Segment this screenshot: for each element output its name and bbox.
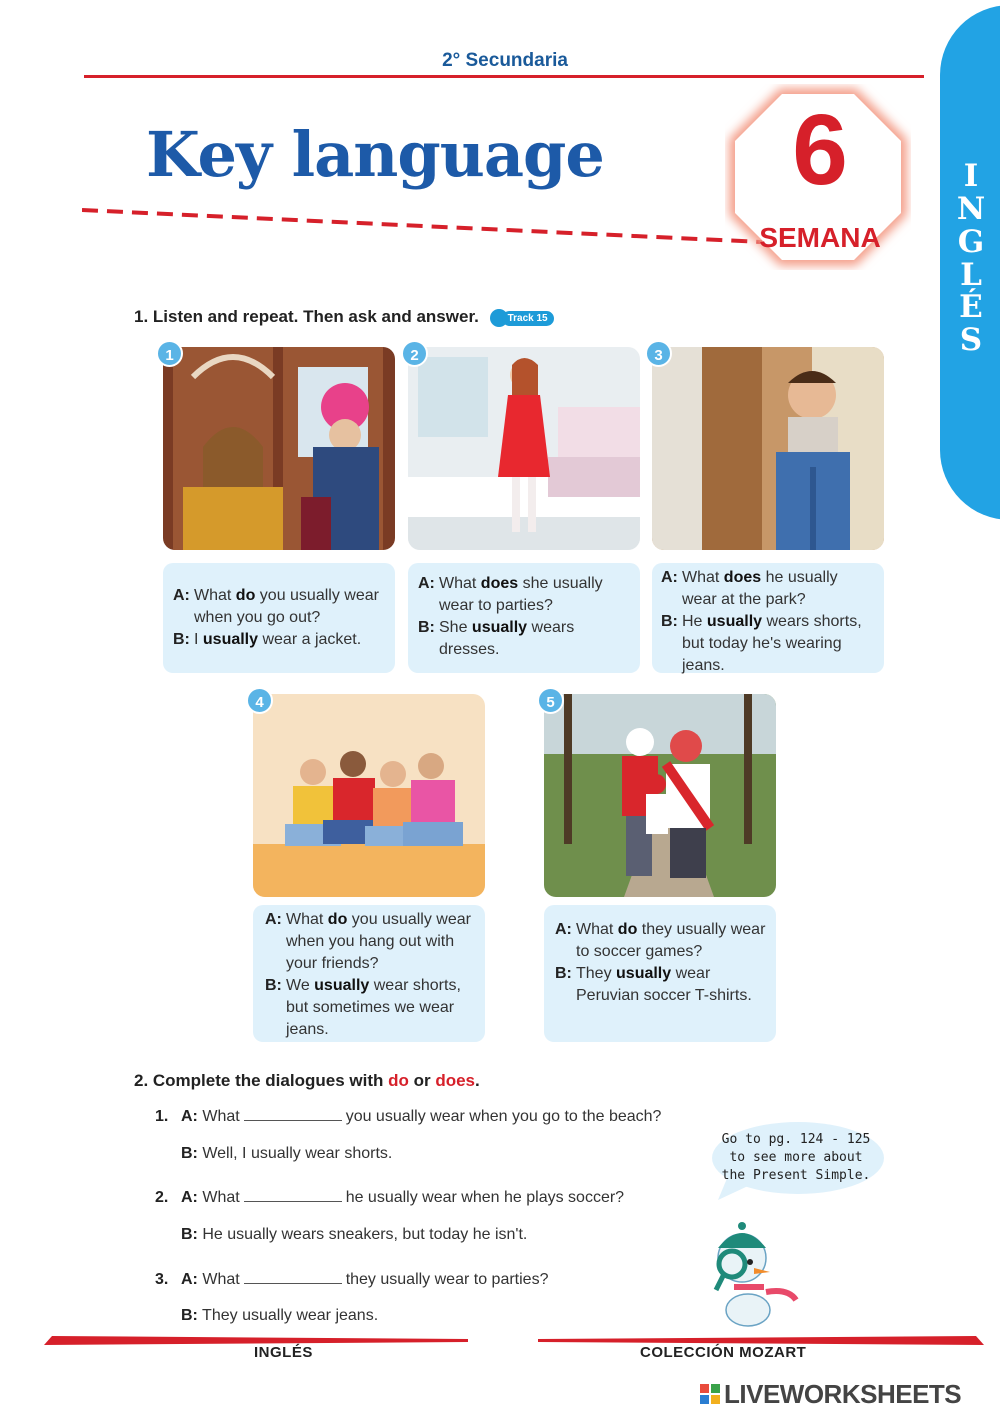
- item-number-badge: 1: [156, 340, 183, 367]
- tip-text: Go to pg. 124 - 125 to see more about the Present Simple.: [721, 1132, 871, 1183]
- top-rule: [84, 75, 924, 78]
- answer-blank-3[interactable]: [244, 1272, 342, 1284]
- exercise-1-question: 1. A: What you usually wear when you go to the beach?: [155, 1108, 662, 1125]
- word-does: does: [435, 1071, 476, 1090]
- audio-track-button[interactable]: [490, 308, 554, 328]
- dialog-line-b: They usually wear Peruvian soccer T-shirts.: [576, 965, 752, 1004]
- photo-4: [253, 694, 485, 897]
- watermark-text: LIVEWORKSHEETS: [724, 1378, 962, 1409]
- side-letter: I: [963, 158, 979, 194]
- snowman-detective-mascot-icon: [704, 1218, 804, 1328]
- dialog-box-4: [253, 905, 485, 1042]
- speaker-b: B:: [265, 977, 282, 994]
- dialog-box-3: [652, 563, 884, 673]
- dialog-line-b: We usually wear shorts, but sometimes we wear jeans.: [286, 977, 461, 1038]
- speaker-a: A:: [265, 911, 282, 928]
- side-letter: É: [959, 289, 983, 326]
- exercise-2-question: 2. A: What he usually wear when he plays soccer?: [155, 1189, 625, 1206]
- photo-5: [544, 694, 776, 897]
- speaker-b: B:: [173, 631, 190, 648]
- dialog-box-1: [163, 563, 395, 673]
- item-number-badge: 5: [537, 687, 564, 714]
- dialog-box-2: [408, 563, 640, 673]
- exercise-2-answer: B: He usually wears sneakers, but today he isn't.: [181, 1226, 528, 1243]
- speaker-b: B:: [661, 613, 678, 630]
- dialog-line-b: She usually wears dresses.: [439, 619, 575, 658]
- exercise-3-question: 3. A: What they usually wear to parties?: [155, 1271, 549, 1288]
- week-number: 6: [792, 94, 848, 206]
- dialog-line-a: What do they usually wear to soccer games?: [576, 921, 766, 960]
- side-letter: L: [960, 256, 982, 293]
- track-label: Track 15: [502, 311, 554, 326]
- item-number-badge: 4: [246, 687, 273, 714]
- speaker-a: A:: [555, 921, 572, 938]
- liveworksheets-logo-icon: [700, 1384, 720, 1404]
- section-1-instruction: 1. Listen and repeat. Then ask and answer.: [134, 307, 479, 326]
- photo-3: [652, 347, 884, 550]
- dialog-line-a: What do you usually wear when you hang out with your friends?: [286, 911, 471, 972]
- grade-label: 2° Secundaria: [442, 50, 568, 71]
- answer-blank-2[interactable]: [244, 1190, 342, 1202]
- side-tab-letters: [940, 160, 1000, 357]
- section-1-title: [134, 307, 554, 328]
- speaker-a: A:: [173, 587, 190, 604]
- page-title: Key language: [146, 118, 604, 191]
- dialog-line-a: What does she usually wear to parties?: [439, 575, 603, 614]
- section-2-title: 2. Complete the dialogues with do or does.: [134, 1071, 480, 1090]
- photo-1: [163, 347, 395, 550]
- dashed-divider: [82, 206, 762, 246]
- footer-subject: INGLÉS: [254, 1344, 313, 1361]
- answer-blank-1[interactable]: [244, 1109, 342, 1121]
- exercise-3-answer: B: They usually wear jeans.: [181, 1307, 379, 1324]
- dialog-line-b: He usually wears shorts, but today he's wearing jeans.: [682, 613, 862, 674]
- speaker-b: B:: [555, 965, 572, 982]
- week-label: SEMANA: [759, 222, 881, 253]
- item-number-badge: 2: [401, 340, 428, 367]
- exercise-1-answer: B: Well, I usually wear shorts.: [181, 1145, 393, 1162]
- liveworksheets-watermark: [700, 1380, 992, 1408]
- speaker-b: B:: [418, 619, 435, 636]
- dialog-line-a: What does he usually wear at the park?: [682, 569, 838, 608]
- side-letter: S: [959, 322, 983, 359]
- side-letter: G: [957, 223, 985, 260]
- side-letter: N: [956, 190, 986, 227]
- word-do: do: [388, 1071, 409, 1090]
- dialog-line-a: What do you usually wear when you go out?: [194, 587, 379, 626]
- dialog-box-5: [544, 905, 776, 1042]
- item-number-badge: 3: [645, 340, 672, 367]
- speaker-a: A:: [418, 575, 435, 592]
- dialog-line-b: I usually wear a jacket.: [194, 631, 362, 648]
- footer-collection: COLECCIÓN MOZART: [640, 1344, 807, 1361]
- photo-2: [408, 347, 640, 550]
- speaker-a: A:: [661, 569, 678, 586]
